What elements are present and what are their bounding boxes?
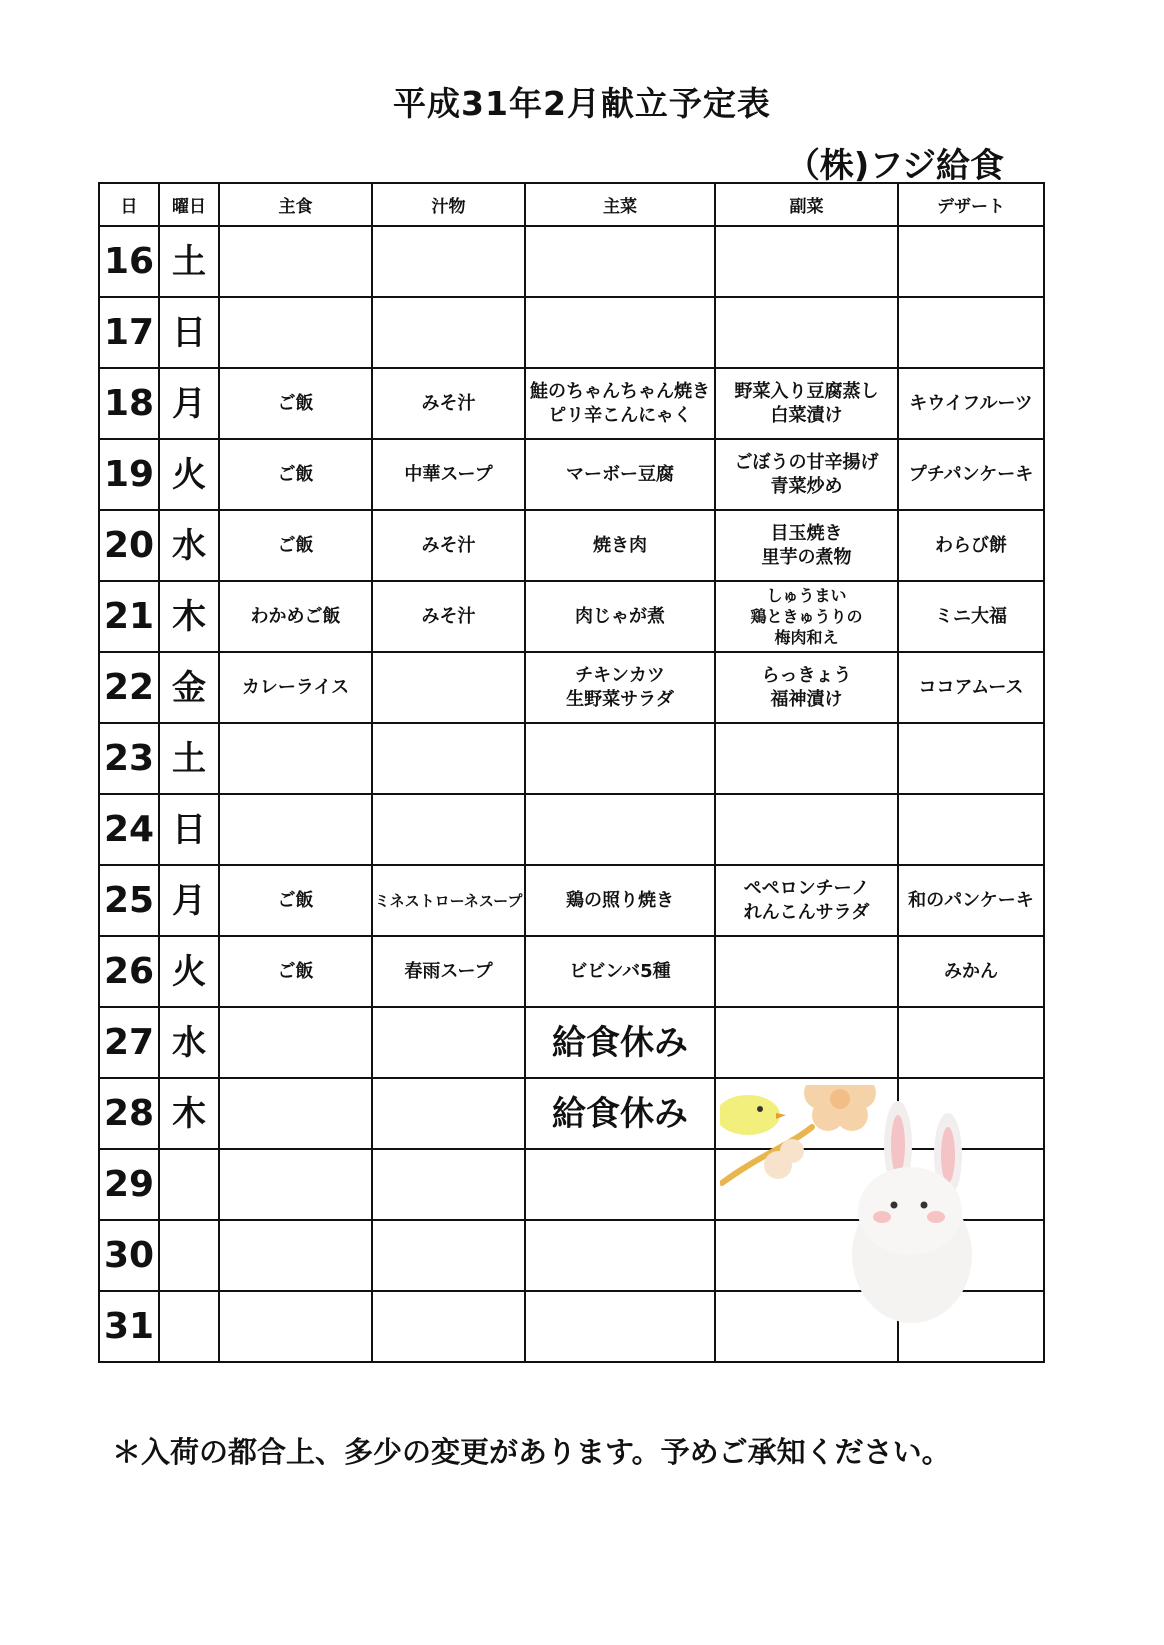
header-staple: 主食 <box>219 183 372 226</box>
header-day: 日 <box>99 183 159 226</box>
table-row <box>99 1078 1044 1149</box>
table-row <box>99 1220 1044 1291</box>
cell-staple: ご飯 <box>219 439 372 510</box>
cell-main: 給食休み <box>525 1007 715 1078</box>
cell-day: 19 <box>99 439 159 510</box>
cell-day: 25 <box>99 865 159 936</box>
cell-day: 30 <box>99 1220 159 1291</box>
cell-main: マーボー豆腐 <box>525 439 715 510</box>
cell-soup <box>372 297 525 368</box>
cell-staple <box>219 1291 372 1362</box>
cell-dessert <box>898 1291 1044 1362</box>
cell-main <box>525 1149 715 1220</box>
cell-day: 18 <box>99 368 159 439</box>
cell-side <box>715 1007 898 1078</box>
cell-staple: カレーライス <box>219 652 372 723</box>
cell-main: ビビンバ5種 <box>525 936 715 1007</box>
cell-dessert: キウイフルーツ <box>898 368 1044 439</box>
cell-weekday: 土 <box>159 226 219 297</box>
cell-day: 24 <box>99 794 159 865</box>
cell-main: チキンカツ 生野菜サラダ <box>525 652 715 723</box>
cell-side <box>715 936 898 1007</box>
cell-day: 16 <box>99 226 159 297</box>
company-name: （株)フジ給食 <box>785 146 1004 186</box>
cell-side <box>715 1078 898 1149</box>
cell-side <box>715 297 898 368</box>
cell-staple <box>219 1149 372 1220</box>
cell-staple: ご飯 <box>219 368 372 439</box>
cell-dessert: 和のパンケーキ <box>898 865 1044 936</box>
cell-day: 28 <box>99 1078 159 1149</box>
cell-day: 31 <box>99 1291 159 1362</box>
cell-weekday: 水 <box>159 1007 219 1078</box>
header-weekday: 曜日 <box>159 183 219 226</box>
cell-soup: みそ汁 <box>372 510 525 581</box>
disclaimer-note: ＊入荷の都合上、多少の変更があります。予めご承知ください。 <box>112 1435 951 1469</box>
cell-staple <box>219 794 372 865</box>
table-row <box>99 1007 1044 1078</box>
table-row <box>99 1149 1044 1220</box>
cell-soup <box>372 723 525 794</box>
table-row <box>99 510 1044 581</box>
cell-dessert <box>898 226 1044 297</box>
cell-dessert: ココアムース <box>898 652 1044 723</box>
cell-soup <box>372 1220 525 1291</box>
cell-weekday: 日 <box>159 297 219 368</box>
cell-staple <box>219 226 372 297</box>
cell-main: 鮭のちゃんちゃん焼き ピリ辛こんにゃく <box>525 368 715 439</box>
cell-main <box>525 723 715 794</box>
cell-day: 26 <box>99 936 159 1007</box>
cell-side: らっきょう 福神漬け <box>715 652 898 723</box>
cell-soup: ミネストローネスープ <box>372 865 525 936</box>
header-row <box>99 183 1044 226</box>
cell-weekday: 日 <box>159 794 219 865</box>
cell-soup <box>372 1291 525 1362</box>
page-title: 平成31年2月献立予定表 <box>393 84 771 123</box>
cell-side: 野菜入り豆腐蒸し 白菜漬け <box>715 368 898 439</box>
cell-main <box>525 297 715 368</box>
cell-soup: 中華スープ <box>372 439 525 510</box>
table-row <box>99 297 1044 368</box>
header-side: 副菜 <box>715 183 898 226</box>
cell-main <box>525 1291 715 1362</box>
cell-soup: みそ汁 <box>372 581 525 652</box>
cell-weekday: 月 <box>159 865 219 936</box>
cell-dessert <box>898 1007 1044 1078</box>
cell-dessert <box>898 794 1044 865</box>
cell-staple: ご飯 <box>219 865 372 936</box>
cell-weekday: 火 <box>159 936 219 1007</box>
table-row <box>99 439 1044 510</box>
cell-weekday <box>159 1291 219 1362</box>
cell-dessert <box>898 1078 1044 1149</box>
cell-dessert: みかん <box>898 936 1044 1007</box>
cell-weekday: 土 <box>159 723 219 794</box>
cell-day: 20 <box>99 510 159 581</box>
table-row <box>99 652 1044 723</box>
cell-dessert <box>898 723 1044 794</box>
cell-main <box>525 226 715 297</box>
cell-day: 21 <box>99 581 159 652</box>
cell-staple <box>219 1220 372 1291</box>
cell-staple: ご飯 <box>219 936 372 1007</box>
cell-dessert: ミニ大福 <box>898 581 1044 652</box>
table-row <box>99 723 1044 794</box>
cell-main: 鶏の照り焼き <box>525 865 715 936</box>
cell-dessert: わらび餅 <box>898 510 1044 581</box>
cell-side <box>715 226 898 297</box>
cell-side <box>715 1220 898 1291</box>
cell-weekday: 金 <box>159 652 219 723</box>
cell-soup <box>372 1007 525 1078</box>
table-row <box>99 581 1044 652</box>
cell-main: 肉じゃが煮 <box>525 581 715 652</box>
table-row <box>99 1291 1044 1362</box>
cell-staple <box>219 1078 372 1149</box>
cell-staple <box>219 297 372 368</box>
cell-weekday: 火 <box>159 439 219 510</box>
cell-staple: ご飯 <box>219 510 372 581</box>
table-row <box>99 226 1044 297</box>
cell-soup <box>372 1149 525 1220</box>
cell-soup: 春雨スープ <box>372 936 525 1007</box>
cell-staple: わかめご飯 <box>219 581 372 652</box>
cell-weekday: 月 <box>159 368 219 439</box>
cell-weekday <box>159 1220 219 1291</box>
cell-weekday: 木 <box>159 1078 219 1149</box>
cell-weekday: 水 <box>159 510 219 581</box>
cell-soup: みそ汁 <box>372 368 525 439</box>
header-dessert: デザート <box>898 183 1044 226</box>
cell-day: 22 <box>99 652 159 723</box>
cell-side: しゅうまい 鶏ときゅうりの 梅肉和え <box>715 581 898 652</box>
cell-dessert <box>898 1220 1044 1291</box>
cell-dessert: プチパンケーキ <box>898 439 1044 510</box>
cell-soup <box>372 652 525 723</box>
cell-day: 27 <box>99 1007 159 1078</box>
cell-day: 17 <box>99 297 159 368</box>
cell-dessert <box>898 1149 1044 1220</box>
cell-soup <box>372 794 525 865</box>
cell-side <box>715 1291 898 1362</box>
cell-side <box>715 794 898 865</box>
cell-side: ペペロンチーノ れんこんサラダ <box>715 865 898 936</box>
cell-day: 23 <box>99 723 159 794</box>
cell-side: 目玉焼き 里芋の煮物 <box>715 510 898 581</box>
cell-staple <box>219 723 372 794</box>
table-row <box>99 794 1044 865</box>
cell-weekday: 木 <box>159 581 219 652</box>
cell-side <box>715 1149 898 1220</box>
header-soup: 汁物 <box>372 183 525 226</box>
table-row <box>99 936 1044 1007</box>
table-row <box>99 865 1044 936</box>
cell-side: ごぼうの甘辛揚げ 青菜炒め <box>715 439 898 510</box>
cell-main: 焼き肉 <box>525 510 715 581</box>
cell-dessert <box>898 297 1044 368</box>
cell-day: 29 <box>99 1149 159 1220</box>
cell-side <box>715 723 898 794</box>
cell-staple <box>219 1007 372 1078</box>
cell-soup <box>372 226 525 297</box>
table-row <box>99 368 1044 439</box>
cell-soup <box>372 1078 525 1149</box>
cell-main <box>525 794 715 865</box>
menu-table <box>98 182 1045 1363</box>
cell-main <box>525 1220 715 1291</box>
cell-weekday <box>159 1149 219 1220</box>
cell-main: 給食休み <box>525 1078 715 1149</box>
header-main: 主菜 <box>525 183 715 226</box>
